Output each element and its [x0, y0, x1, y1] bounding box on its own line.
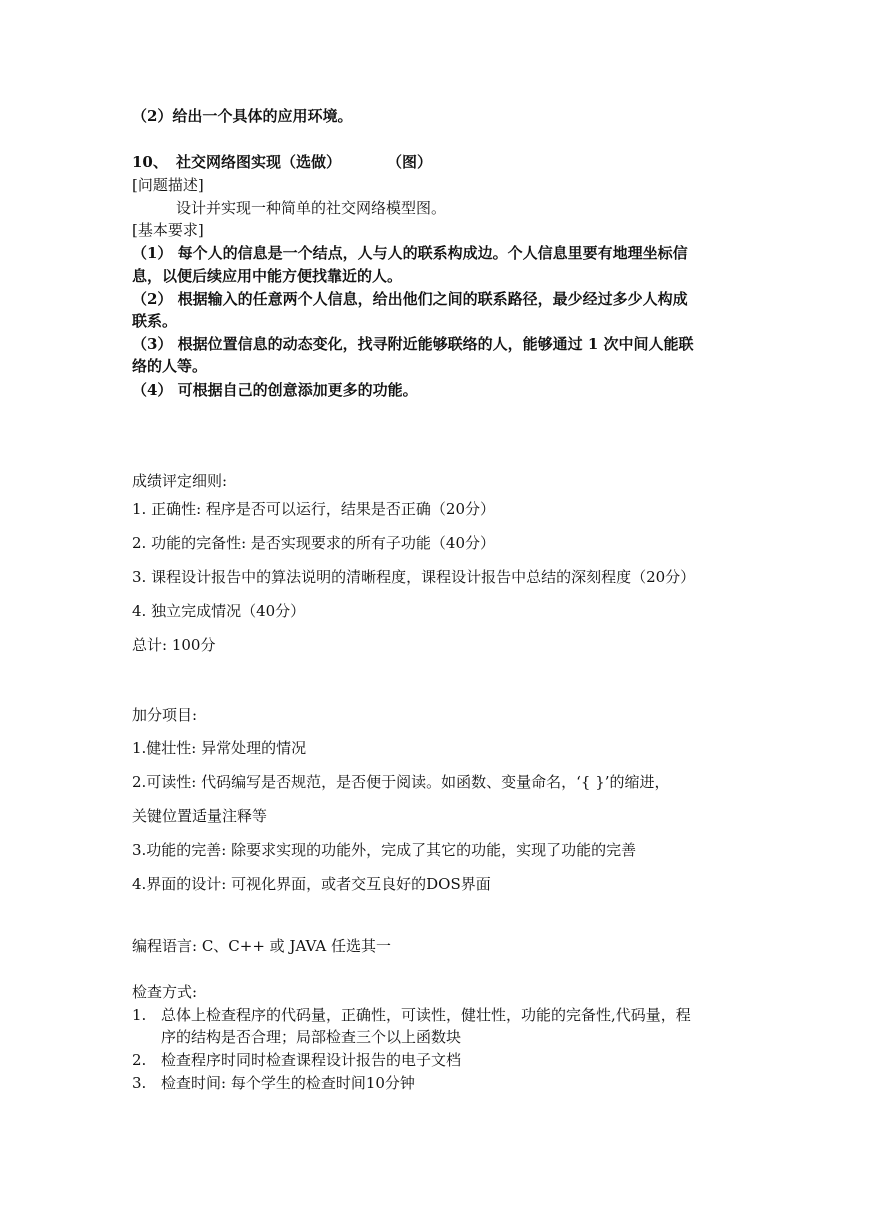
section-number: 10、 [132, 153, 168, 171]
bonus-item-4: 4.界面的设计: 可视化界面，或者交互良好的DOS界面 [132, 875, 491, 893]
section-tag: （图） [387, 153, 433, 171]
grading-total: 总计: 100分 [132, 636, 216, 654]
grading-item: 4. 独立完成情况（40分） [132, 602, 306, 620]
intro-item: （2）给出一个具体的应用环境。 [132, 107, 353, 125]
check-item-2-number: 2. [132, 1051, 147, 1069]
bonus-item-1: 1.健壮性: 异常处理的情况 [132, 739, 307, 757]
check-item-3-number: 3. [132, 1074, 147, 1092]
requirement-2-line-1: （2） 根据输入的任意两个人信息，给出他们之间的联系路径，最少经过多少人构成 [132, 290, 688, 308]
check-item-1-line-1: 总体上检查程序的代码量，正确性，可读性，健壮性，功能的完备性,代码量，程 [161, 1006, 691, 1024]
check-item-1-number: 1. [132, 1006, 147, 1024]
requirement-2-line-2: 联系。 [132, 312, 178, 330]
bonus-item-3: 3.功能的完善: 除要求实现的功能外，完成了其它的功能，实现了功能的完善 [132, 841, 637, 859]
grading-title: 成绩评定细则: [132, 472, 228, 490]
grading-item: 2. 功能的完备性: 是否实现要求的所有子功能（40分） [132, 534, 495, 552]
requirement-1-line-2: 息，以便后续应用中能方便找靠近的人。 [132, 267, 403, 285]
programming-language: 编程语言: C、C++ 或 JAVA 任选其一 [132, 937, 391, 955]
problem-text: 设计并实现一种简单的社交网络模型图。 [176, 199, 447, 217]
bonus-title: 加分项目: [132, 706, 198, 724]
grading-item: 3. 课程设计报告中的算法说明的清晰程度，课程设计报告中总结的深刻程度（20分） [132, 568, 696, 586]
basic-requirements-label: [基本要求] [132, 221, 204, 239]
check-title: 检查方式: [132, 983, 198, 1001]
check-item-2: 检查程序时同时检查课程设计报告的电子文档 [161, 1051, 462, 1069]
bonus-item-2-line-1: 2.可读性: 代码编写是否规范，是否便于阅读。如函数、变量命名，‘{ }’的缩进， [132, 773, 670, 791]
requirement-1-line-1: （1） 每个人的信息是一个结点，人与人的联系构成边。个人信息里要有地理坐标信 [132, 244, 688, 262]
problem-label: [问题描述] [132, 176, 204, 194]
bonus-item-2-line-2: 关键位置适量注释等 [132, 807, 268, 825]
requirement-3-line-1: （3） 根据位置信息的动态变化，找寻附近能够联络的人，能够通过 1 次中间人能联 [132, 335, 694, 353]
requirement-4: （4） 可根据自己的创意添加更多的功能。 [132, 381, 418, 399]
check-item-3: 检查时间: 每个学生的检查时间10分钟 [161, 1074, 415, 1092]
check-item-1-line-2: 序的结构是否合理；局部检查三个以上函数块 [161, 1028, 462, 1046]
requirement-3-line-2: 络的人等。 [132, 357, 208, 375]
section-title: 社交网络图实现（选做） [176, 153, 342, 171]
grading-item: 1. 正确性: 程序是否可以运行，结果是否正确（20分） [132, 500, 495, 518]
